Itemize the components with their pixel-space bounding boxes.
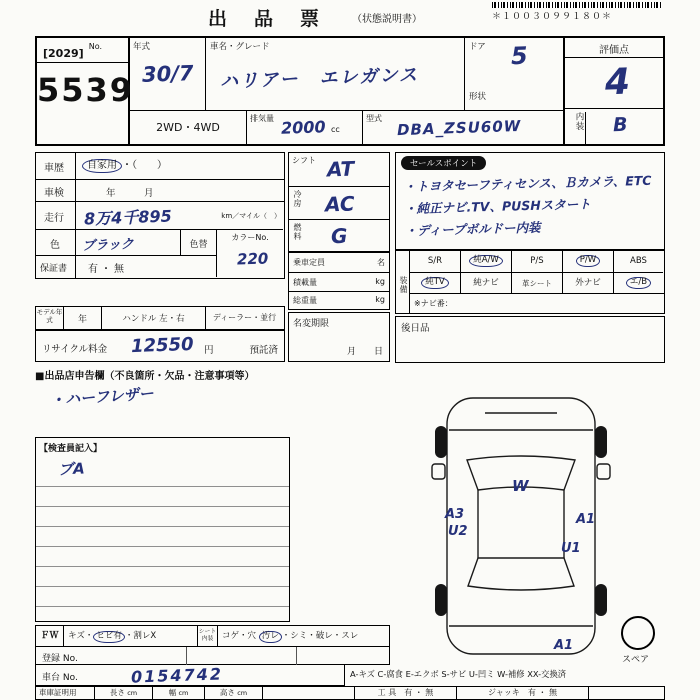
recycle-unit: 円 xyxy=(204,345,214,356)
shift-label: シフト xyxy=(292,156,316,165)
barcode-text: ＊１００３０９９１８０＊ xyxy=(492,12,613,22)
tools-cell xyxy=(354,687,456,699)
capacity-unit: 名 xyxy=(377,258,385,267)
spare-circle xyxy=(621,616,655,650)
model-handle-row xyxy=(35,306,285,330)
equip-item: 外ナビ xyxy=(562,272,613,293)
score-value: 4 xyxy=(604,61,631,104)
inspector-box xyxy=(35,437,290,622)
recycle-label: リサイクル料金 xyxy=(42,344,108,355)
displacement-value: 2000 xyxy=(280,117,326,138)
later-label: 後日品 xyxy=(401,323,430,334)
declaration-header: ■出品店申告欄（不良箇所・欠品・注意事項等） xyxy=(35,371,255,382)
lot-no-label: No. xyxy=(88,42,103,51)
garage-row xyxy=(35,686,665,700)
condition-table xyxy=(35,625,390,665)
navi-label: ※ナビ番： xyxy=(414,299,453,308)
seat-items: コゲ・穴 汚レ ・シミ・破レ・スレ xyxy=(222,631,359,641)
equipment-label: 装備 xyxy=(396,251,410,313)
damage-legend: A-キズ C-腐食 E-エクボ S-サビ U-凹ミ W-補修 XX-交換済 xyxy=(350,669,567,679)
damage-mark: A1 xyxy=(576,512,596,527)
mileage-value: 8万4千895 xyxy=(83,206,173,229)
sales-box xyxy=(395,152,665,250)
navi-row xyxy=(410,293,664,312)
shift-row xyxy=(289,153,389,186)
year-value: 30/7 xyxy=(141,61,194,87)
jack-label: ジャッキ xyxy=(488,688,520,697)
registration-label: 登録 No. xyxy=(42,654,78,664)
fw-items: キズ・ ヒビ有 ・割レX xyxy=(64,626,198,646)
shift-ac-fuel-box xyxy=(288,152,390,252)
equip-item: 純TV xyxy=(410,272,460,293)
rename-label: 名変期限 xyxy=(293,319,330,329)
interior-value: B xyxy=(612,113,628,137)
equip-item: 純A/W xyxy=(460,251,511,272)
weight-label: 総重量 xyxy=(293,296,317,305)
car-name-cell xyxy=(206,38,465,110)
jack-cell xyxy=(456,687,588,699)
chassis-row xyxy=(35,665,345,686)
lot-box xyxy=(37,38,135,144)
score-label: 評価点 xyxy=(565,38,663,58)
chassis-value: 0154742 xyxy=(130,664,224,687)
ac-value: AC xyxy=(324,191,355,217)
sheet-subtitle: （状態説明書） xyxy=(352,14,422,25)
equip-item: P/W xyxy=(562,251,613,272)
declaration-value: ・ハーフレザー xyxy=(49,384,155,410)
sales-label: セールスポイント xyxy=(401,156,486,170)
door-value: 5 xyxy=(510,41,529,71)
garage-empty-cell xyxy=(262,687,354,699)
interior-label: 内装 xyxy=(567,112,586,144)
inspection-units: 年 月 xyxy=(106,188,154,199)
car-name-value: ハリアー エレガンス xyxy=(219,64,420,93)
year-cell xyxy=(130,38,206,110)
barcode xyxy=(492,2,662,8)
model-label: モデル年式 xyxy=(36,307,64,329)
equip-item: エ/B xyxy=(613,272,663,293)
weight-row xyxy=(289,291,389,308)
color-change-label: 色替 xyxy=(180,230,216,256)
color-no-box xyxy=(216,229,283,277)
color-no-value: 220 xyxy=(236,249,269,269)
year-label: 年式 xyxy=(133,42,151,52)
displacement-unit: cc xyxy=(331,125,340,134)
damage-mark: A3 xyxy=(445,507,465,522)
history-value: 自家用 xyxy=(82,159,122,173)
equip-item: P/S xyxy=(511,251,562,272)
damage-mark: A1 xyxy=(554,638,574,653)
inspection-label: 車検 xyxy=(36,180,76,202)
seat-label: シート内装 xyxy=(198,626,218,646)
sales-line: ・純正ナビ.TV、PUSHスタート xyxy=(403,196,591,217)
color-label: 色 xyxy=(36,230,76,256)
capacity-label: 乗車定員 xyxy=(293,258,325,267)
later-box xyxy=(395,316,665,363)
inspection-row xyxy=(36,179,284,201)
lot-series: [2029] xyxy=(43,47,84,60)
color-row xyxy=(36,229,216,255)
warranty-row xyxy=(36,255,216,277)
model-code-cell xyxy=(363,110,563,144)
equip-item: 純ナビ xyxy=(460,272,511,293)
displacement-label: 排気量 xyxy=(250,114,274,123)
jack-value: 有 ・ 無 xyxy=(527,688,557,697)
fw-label: ＦＷ xyxy=(36,626,64,646)
spare-label: スペア xyxy=(622,655,650,665)
fuel-row xyxy=(289,219,389,253)
model-code-value: DBA_ZSU60W xyxy=(396,116,522,140)
registration-row xyxy=(36,646,389,665)
handle-cell xyxy=(102,307,206,329)
shift-value: AT xyxy=(326,156,355,182)
handle-value: 左・右 xyxy=(159,314,185,324)
weight-unit: kg xyxy=(375,295,385,304)
rename-units: 月 日 xyxy=(346,347,383,357)
mileage-row xyxy=(36,201,284,229)
car-name-label: 車名・グレード xyxy=(210,42,270,52)
recycle-status: 預託済 xyxy=(249,345,278,356)
fuel-value: G xyxy=(330,223,348,249)
shape-label: 形状 xyxy=(469,92,487,102)
ac-row xyxy=(289,186,389,219)
width-cell: 幅 cm xyxy=(152,687,204,699)
recycle-row xyxy=(35,330,285,362)
history-suffix: ・（ ） xyxy=(122,160,167,171)
capacity-row xyxy=(289,253,389,272)
damage-mark: U1 xyxy=(561,541,581,556)
interior-row xyxy=(565,108,663,144)
door-label: ドア xyxy=(469,42,486,52)
height-cell: 高さ cm xyxy=(204,687,262,699)
mileage-label: 走行 xyxy=(36,202,76,230)
displacement-cell xyxy=(247,110,363,144)
rename-box xyxy=(288,312,390,362)
handle-label: ハンドル xyxy=(122,314,157,324)
tools-value: 有 ・ 無 xyxy=(404,688,434,697)
history-row xyxy=(36,153,284,179)
chassis-label: 車台 No. xyxy=(42,673,78,683)
dealer-label: ディーラー・並行 xyxy=(212,313,277,322)
inspector-label: 【検査員記入】 xyxy=(39,444,103,454)
equip-item: S/R xyxy=(427,256,443,266)
damage-mark: W xyxy=(512,477,529,495)
recycle-value: 12550 xyxy=(130,333,194,358)
load-label: 積載量 xyxy=(293,278,317,287)
model-code-label: 型式 xyxy=(366,114,382,123)
top-table xyxy=(35,36,665,146)
history-label: 車歴 xyxy=(36,153,76,179)
mileage-unit: km／マイル（ ） xyxy=(221,212,281,220)
model-year-unit: 年 xyxy=(64,307,102,329)
sales-line: ・トヨタセーフティセンス、Ｂカメラ、ETC xyxy=(403,172,652,195)
equip-item: ABS xyxy=(613,251,663,272)
garage-label: 車庫証明用 xyxy=(39,688,77,697)
tools-label: 工 具 xyxy=(377,688,397,697)
fuel-label: 燃料 xyxy=(293,223,302,241)
garage-tail-cell xyxy=(588,687,664,699)
equipment-box xyxy=(395,250,665,314)
drive-cell: 2WD・4WD xyxy=(130,110,247,144)
lot-number: 5539 xyxy=(37,71,135,109)
ac-label: 冷房 xyxy=(293,190,302,208)
warranty-label: 保証書 xyxy=(36,256,76,278)
sales-line: ・ディープボルドー内装 xyxy=(404,219,541,238)
score-box xyxy=(563,38,663,144)
sheet-title: 出 品 票 xyxy=(208,8,324,30)
door-cell xyxy=(465,38,563,110)
warranty-value: 有・無 xyxy=(88,264,127,275)
equip-item: 革シート xyxy=(511,272,562,293)
inspector-note: ブA xyxy=(57,459,85,479)
damage-mark: U2 xyxy=(448,524,468,539)
load-unit: kg xyxy=(375,277,385,286)
history-table xyxy=(35,152,285,279)
color-value: ブラック xyxy=(81,237,135,254)
length-cell: 長さ cm xyxy=(94,687,152,699)
load-row xyxy=(289,272,389,291)
capacity-box xyxy=(288,252,390,310)
color-no-label: カラーNo. xyxy=(231,233,269,242)
